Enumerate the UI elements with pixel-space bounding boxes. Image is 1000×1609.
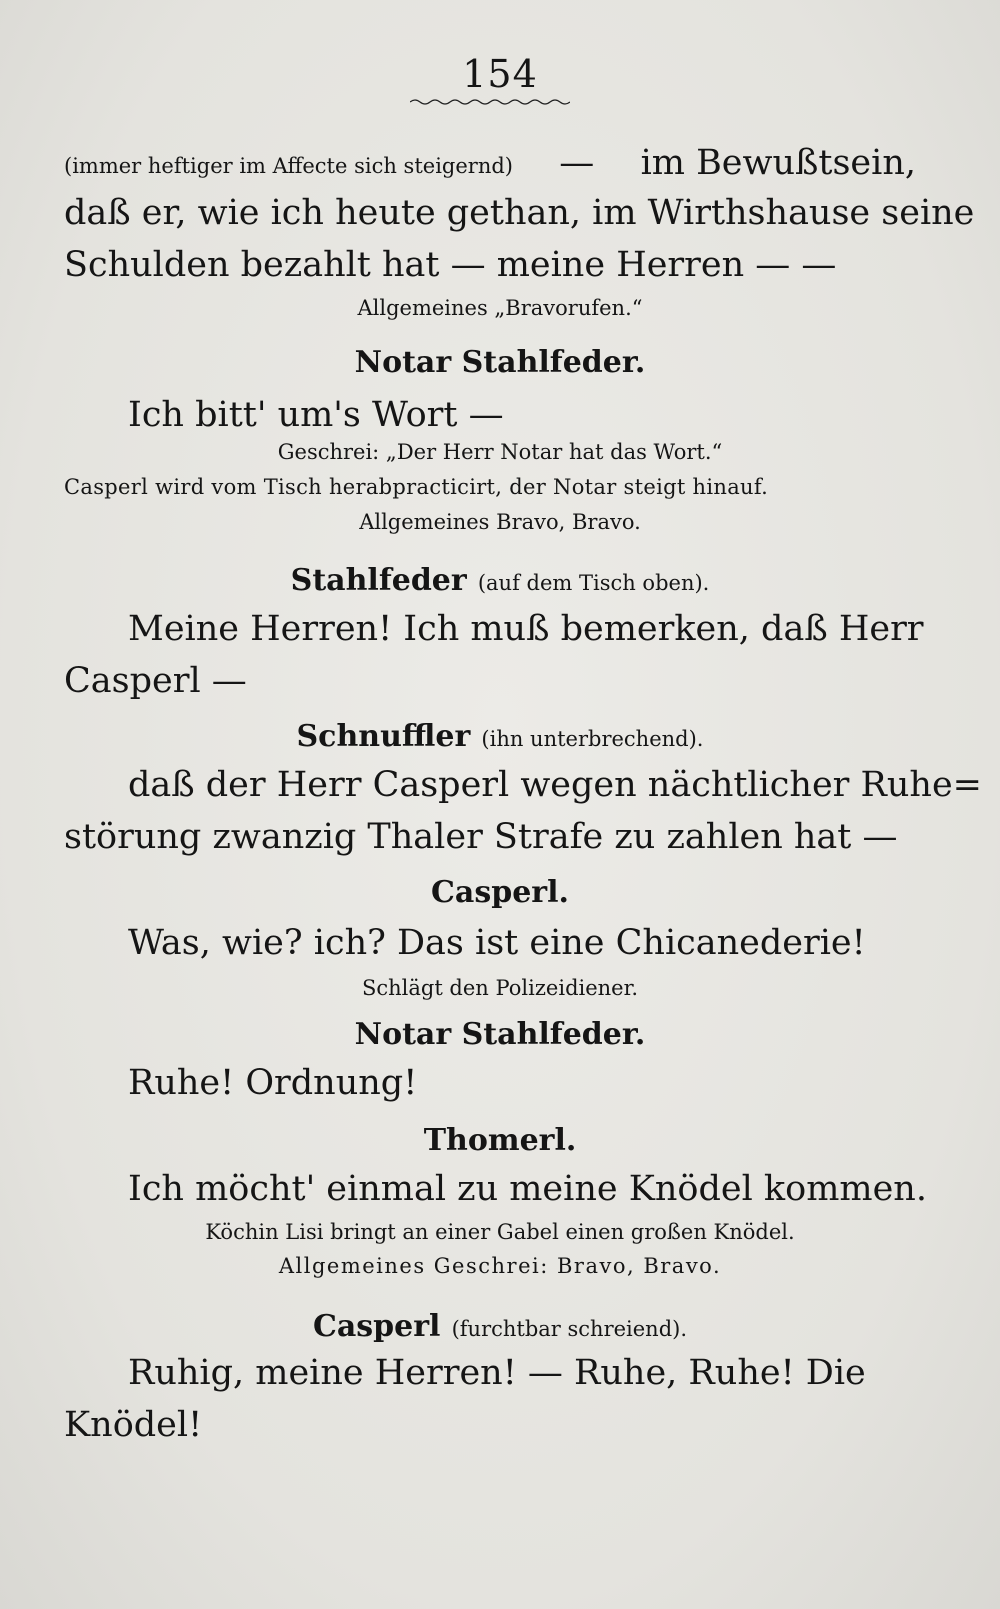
text-line-11: Meine Herren! Ich muß bemerken, daß Herr — [128, 609, 924, 649]
speaker-line-casperl — [0, 1308, 1000, 1343]
speech-text: im Bewußtsein, — [640, 143, 916, 183]
text-line-26: Ruhig, meine Herren! — Ruhe, Ruhe! Die — [128, 1353, 866, 1393]
speaker-line-schnuffler — [0, 718, 1000, 753]
text-line-22: Ich möcht' einmal zu meine Knödel kommen. — [128, 1169, 927, 1209]
stage-direction-line: Geschrei: „Der Herr Notar hat das Wort.“ — [277, 440, 723, 464]
text-line-6: Ich bitt' um's Wort — — [128, 395, 504, 435]
stage-direction-line: Allgemeines Geschrei: Bravo, Bravo. — [278, 1254, 722, 1278]
text-line-20: Ruhe! Ordnung! — [128, 1063, 418, 1103]
text-line-1 — [64, 143, 916, 183]
stage-direction: (ihn unterbrechend). — [481, 727, 704, 751]
stage-direction-line: Allgemeines „Bravorufen.“ — [357, 296, 643, 320]
ornament-rule — [410, 98, 570, 106]
text-line-2: daß er, wie ich heute gethan, im Wirthshause seine — [64, 193, 975, 233]
speaker-notar-stahlfeder: Notar Stahlfeder. — [354, 1017, 646, 1052]
speaker-thomerl: Thomerl. — [423, 1123, 577, 1158]
text-line-17: Was, wie? ich? Das ist eine Chicanederie! — [128, 923, 866, 963]
speaker-name: Stahlfeder — [290, 563, 467, 598]
stage-direction-line: Casperl wird vom Tisch herabpracticirt, der Notar steigt hinauf. — [64, 475, 769, 499]
stage-direction: (furchtbar schreiend). — [451, 1317, 688, 1341]
text-line-3: Schulden bezahlt hat — meine Herren — — — [64, 245, 837, 285]
speaker-casperl: Casperl. — [431, 875, 569, 910]
text-line-12: Casperl — — [64, 661, 247, 701]
text-line-27: Knödel! — [64, 1405, 203, 1445]
stage-direction-line: Schlägt den Polizeidiener. — [361, 976, 639, 1000]
stage-direction-line: Allgemeines Bravo, Bravo. — [359, 510, 641, 534]
page-number: 154 — [462, 52, 538, 96]
speaker-line-stahlfeder — [0, 562, 1000, 597]
stage-direction: (immer heftiger im Affecte sich steigernd) — [64, 154, 513, 178]
stage-direction-line: Köchin Lisi bringt an einer Gabel einen großen Knödel. — [205, 1220, 795, 1244]
dash: — — [559, 143, 595, 183]
speaker-name: Schnuffler — [296, 719, 471, 754]
speaker-notar-stahlfeder: Notar Stahlfeder. — [354, 345, 646, 380]
text-line-14: daß der Herr Casperl wegen nächtlicher Ruhe= — [128, 765, 982, 805]
speaker-name: Casperl — [312, 1309, 441, 1344]
stage-direction: (auf dem Tisch oben). — [477, 571, 710, 595]
text-line-15: störung zwanzig Thaler Strafe zu zahlen hat — — [64, 817, 898, 857]
